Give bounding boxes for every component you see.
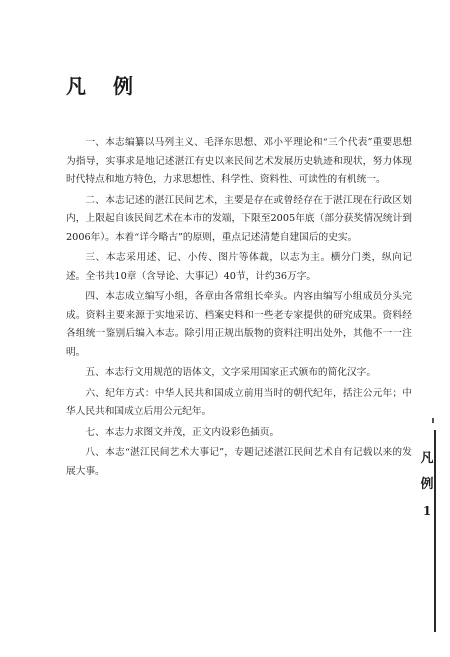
paragraph-3: 三、本志采用述、记、小传、图片等体裁，以志为主。横分门类，纵向记述。全书共10章（含导论、大事记）40节，计约36万字。 — [66, 252, 412, 282]
paragraph-2: 二、本志记述的湛江民间艺术，主要是存在或曾经存在于湛江现在行政区划内，上限起自该民间艺术在本市的发端，下限至2005年底（部分获奖情况统计到2006年）。本着“详今略古”的原则，重点记述清楚自建国后的史实。 — [66, 194, 412, 243]
page-title: 凡 例 — [66, 74, 143, 98]
paragraph-6: 六、纪年方式：中华人民共和国成立前用当时的朝代纪年，括注公元年；中华人民共和国成立后用公元纪年。 — [66, 387, 412, 417]
page-number: 1 — [422, 504, 432, 518]
margin-tab — [418, 446, 436, 524]
margin-tick — [432, 418, 434, 423]
paragraph-5: 五、本志行文用规范的语体文，文字采用国家正式颁布的简化汉字。 — [85, 367, 377, 378]
body-text — [66, 134, 412, 483]
paragraph-4: 四、本志成立编写小组，各章由各常组长牵头。内容由编写小组成员分头完成。资料主要来源于实地采访、档案史料和一些老专家提供的研究成果。资料经各组统一鉴别后编入本志。除引用正规出版物的资料注明出处外，其他不一一注明。 — [66, 291, 412, 358]
margin-tab-char-2: 例 — [420, 477, 434, 492]
paragraph-7: 七、本志力求图文并茂，正文内设彩色插页。 — [85, 426, 280, 438]
paragraph-1: 一、本志编纂以马列主义、毛泽东思想、邓小平理论和“三个代表”重要思想为指导，实事求是地记述湛江有史以来民间艺术发展历史轨迹和现状，努力体现时代特点和地方特色，力求思想性、科学性、资料性、可读性的有机统一。 — [66, 137, 412, 185]
paragraph-8: 八、本志“湛江民间艺术大事记”，专题记述湛江民间艺术自有记载以来的发展大事。 — [66, 447, 412, 477]
margin-tab-char-1: 凡 — [420, 451, 434, 466]
